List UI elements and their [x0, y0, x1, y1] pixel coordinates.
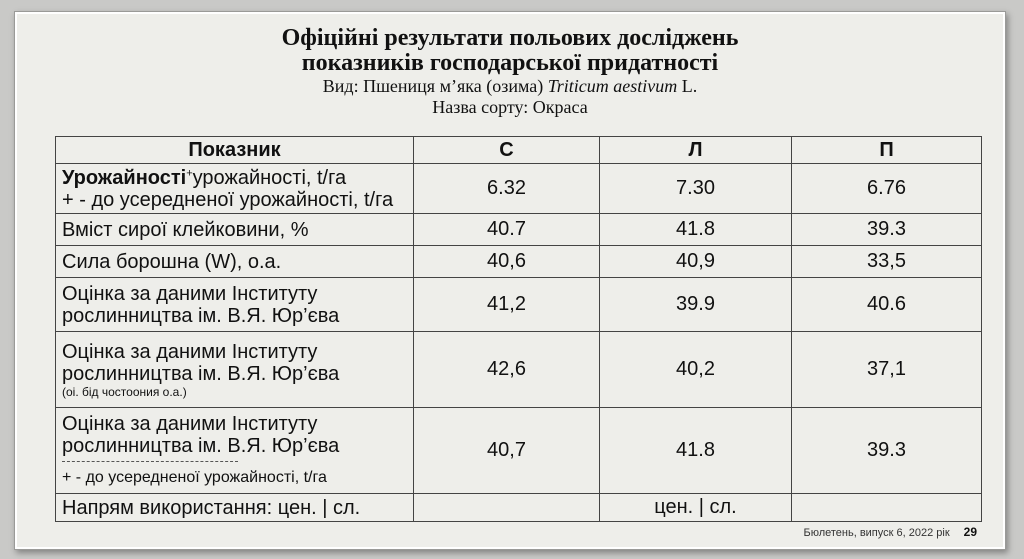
cell-value: 6.76	[792, 164, 982, 214]
column-header-s: С	[414, 137, 600, 164]
cell-value-empty	[414, 494, 600, 522]
cell-value: 42,6	[414, 332, 600, 408]
cell-value: 39.3	[792, 214, 982, 246]
table-row	[56, 164, 982, 214]
cell-value: 41,2	[414, 278, 600, 332]
dashed-divider	[62, 461, 238, 468]
species-prefix: Вид: Пшениця м’яка (озима)	[322, 76, 548, 96]
cell-value: 41.8	[600, 408, 792, 494]
label-line1: Оцінка за даними Інституту	[62, 282, 318, 305]
cell-value: 37,1	[792, 332, 982, 408]
row-label-gluten: Вміст сирої клейковини, %	[56, 214, 414, 246]
table-header-row	[56, 137, 982, 164]
row-label-flour-strength: Сила борошна (W), о.а.	[56, 246, 414, 278]
label-line2: рослинництва ім. В.Я. Юр’єва	[62, 362, 340, 385]
yield-label-sup: +	[186, 166, 193, 179]
species-latin: Triticum aestivum	[547, 76, 678, 96]
cell-value: 39.9	[600, 278, 792, 332]
column-header-l: Л	[600, 137, 792, 164]
row-label-institute-score	[56, 278, 414, 332]
page-number: 29	[963, 525, 977, 539]
title-line-1: Офіційні результати польових досліджень	[281, 25, 739, 51]
yield-label-line2: + - до усередненої урожайності, t/га	[62, 188, 394, 211]
table-row	[56, 246, 982, 278]
row-label-usage: Напрям використання: цен. | сл.	[56, 494, 414, 522]
table-row	[56, 408, 982, 494]
cell-value: цен. | сл.	[600, 494, 792, 522]
cell-value: 41.8	[600, 214, 792, 246]
column-header-indicator: Показник	[56, 137, 414, 164]
yield-label-rest: урожайності, t/га	[192, 166, 347, 189]
species-suffix: L.	[677, 76, 698, 96]
label-line1: Оцінка за даними Інституту	[62, 413, 318, 435]
yield-label-bold: Урожайності	[62, 166, 187, 189]
page-footer	[803, 525, 977, 539]
species-line	[15, 76, 1005, 97]
cell-value: 40,9	[600, 246, 792, 278]
table-row	[56, 278, 982, 332]
results-table	[55, 136, 982, 522]
table-row	[56, 214, 982, 246]
cell-value: 33,5	[792, 246, 982, 278]
cell-value: 7.30	[600, 164, 792, 214]
document-sheet	[14, 11, 1006, 550]
cell-value: 40,7	[414, 408, 600, 494]
row-label-institute-score-3	[56, 408, 414, 494]
table-row	[56, 494, 982, 522]
variety-line: Назва сорту: Окраса	[432, 97, 588, 117]
document-header	[15, 26, 1005, 118]
cell-value: 40,2	[600, 332, 792, 408]
bulletin-info: Бюлетень, випуск 6, 2022 рік	[803, 527, 950, 539]
row-label-institute-score-2	[56, 332, 414, 408]
cell-value: 40,6	[414, 246, 600, 278]
row-note: + - до усередненої урожайності, t/га	[62, 469, 327, 486]
row-label-yield	[56, 164, 414, 214]
cell-value: 39.3	[792, 408, 982, 494]
label-line1: Оцінка за даними Інституту	[62, 340, 318, 363]
column-header-p: П	[792, 137, 982, 164]
row-note: (оі. бід чостоония о.а.)	[62, 384, 187, 399]
table-row	[56, 332, 982, 408]
label-line2: рослинництва ім. В.Я. Юр’єва	[62, 304, 340, 327]
cell-value-empty	[792, 494, 982, 522]
title-line-2: показників господарської придатності	[301, 50, 719, 76]
label-line2: рослинництва ім. В.Я. Юр’єва	[62, 435, 340, 457]
cell-value: 40.7	[414, 214, 600, 246]
cell-value: 40.6	[792, 278, 982, 332]
cell-value: 6.32	[414, 164, 600, 214]
